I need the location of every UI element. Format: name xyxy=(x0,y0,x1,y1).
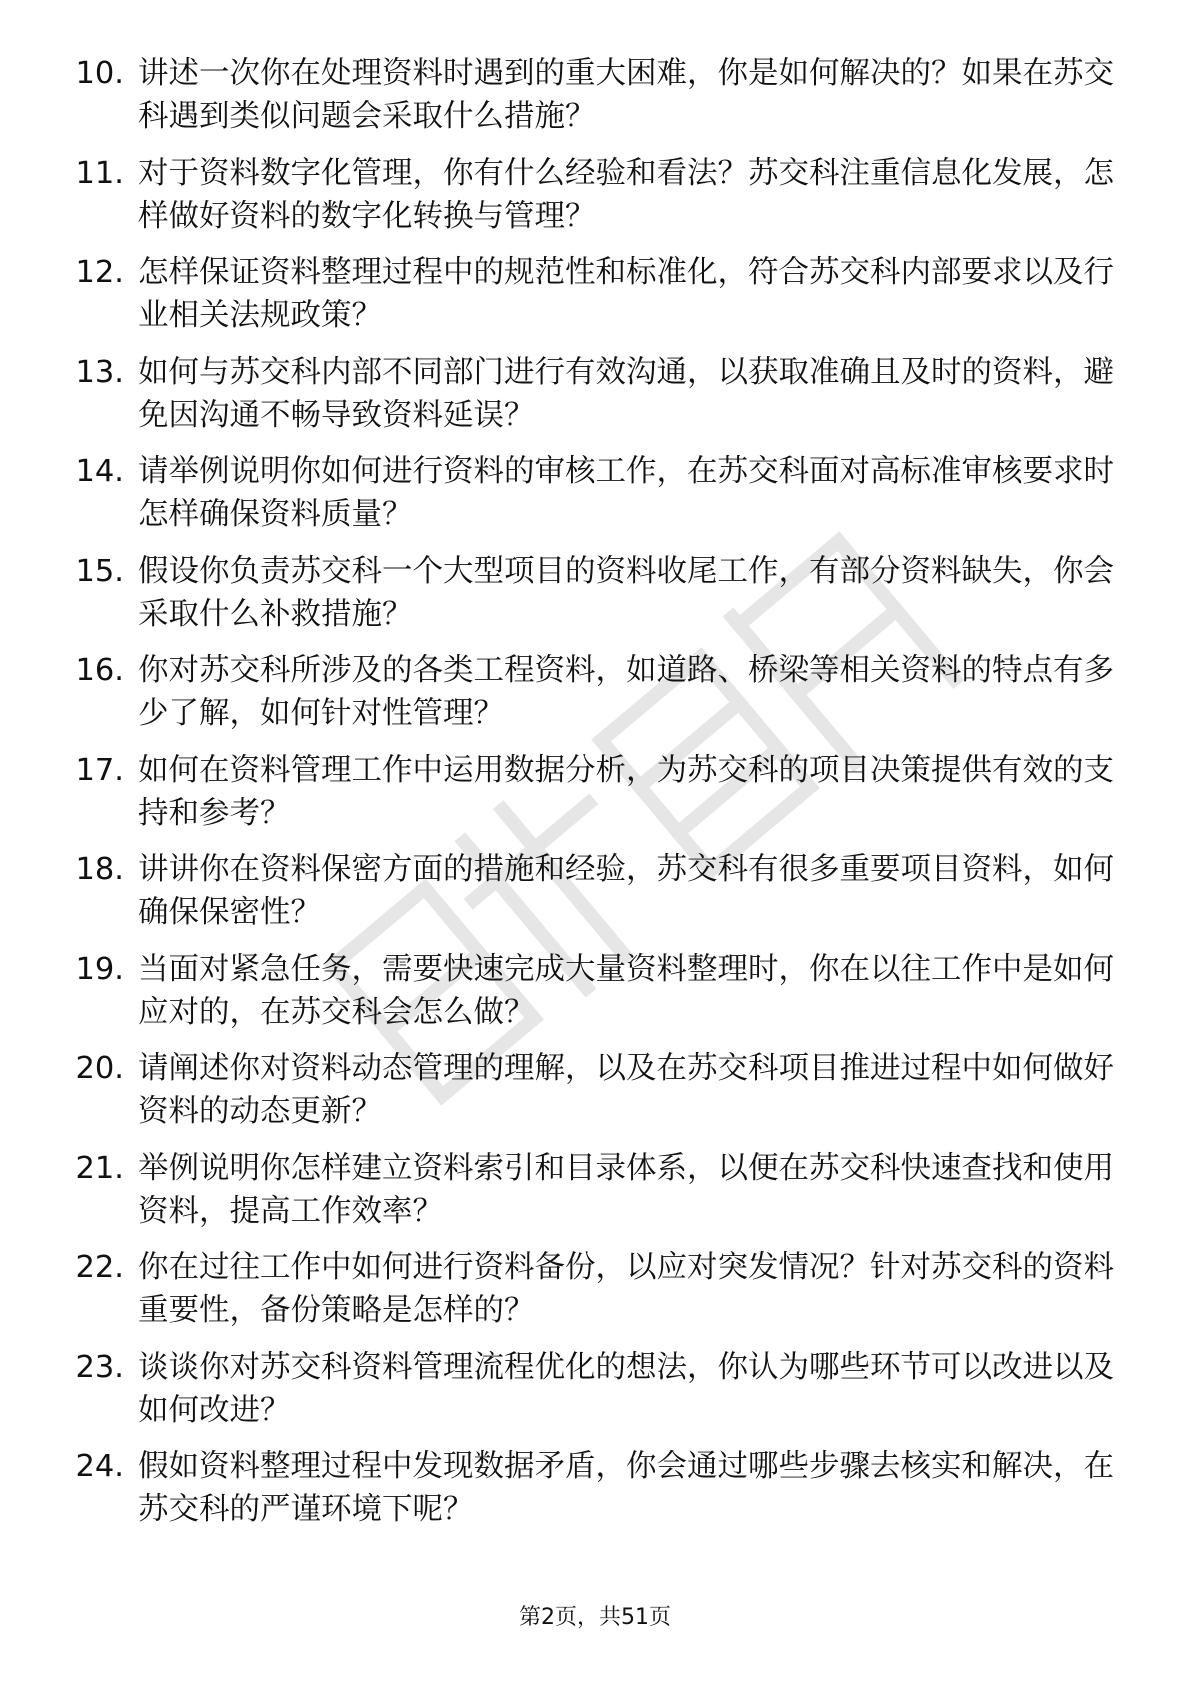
question-text: 假如资料整理过程中发现数据矛盾，你会通过哪些步骤去核实和解决，在苏交科的严谨环境下呢？ xyxy=(138,1449,1114,1527)
question-number: 17. xyxy=(75,752,124,788)
question-number: 18. xyxy=(75,852,124,887)
list-item xyxy=(54,351,1114,437)
list-item xyxy=(54,450,1114,536)
question-number: 16. xyxy=(75,653,124,688)
question-text: 讲讲你在资料保密方面的措施和经验，苏交科有很多重要项目资料，如何确保保密性？ xyxy=(138,852,1114,930)
question-number: 10. xyxy=(75,56,124,91)
list-item xyxy=(54,1346,1114,1432)
question-text: 请阐述你对资料动态管理的理解，以及在苏交科项目推进过程中如何做好资料的动态更新？ xyxy=(138,1051,1114,1129)
list-item xyxy=(54,1246,1114,1332)
question-text: 假设你负责苏交科一个大型项目的资料收尾工作，有部分资料缺失，你会采取什么补救措施？ xyxy=(138,553,1114,632)
list-item xyxy=(54,848,1114,934)
list-item xyxy=(54,152,1114,238)
question-number: 22. xyxy=(75,1250,124,1285)
question-number: 11. xyxy=(75,155,124,191)
question-text: 如何在资料管理工作中运用数据分析，为苏交科的项目决策提供有效的支持和参考？ xyxy=(138,752,1114,831)
question-list xyxy=(54,52,1114,1545)
question-number: 12. xyxy=(75,255,124,290)
question-number: 15. xyxy=(75,553,124,589)
list-item xyxy=(54,1147,1114,1233)
question-text: 当面对紧急任务，需要快速完成大量资料整理时，你在以往工作中是如何应对的，在苏交科会怎么做？ xyxy=(138,951,1114,1030)
list-item xyxy=(54,1047,1114,1133)
question-number: 20. xyxy=(75,1051,124,1086)
question-text: 你在过往工作中如何进行资料备份，以应对突发情况？针对苏交科的资料重要性，备份策略是怎样的？ xyxy=(138,1250,1114,1328)
question-text: 对于资料数字化管理，你有什么经验和看法？苏交科注重信息化发展，怎样做好资料的数字化转换与管理？ xyxy=(138,155,1114,234)
list-item xyxy=(54,948,1114,1034)
question-number: 24. xyxy=(75,1449,124,1484)
question-text: 如何与苏交科内部不同部门进行有效沟通，以获取准确且及时的资料，避免因沟通不畅导致资料延误？ xyxy=(138,354,1114,433)
question-text: 怎样保证资料整理过程中的规范性和标准化，符合苏交科内部要求以及行业相关法规政策？ xyxy=(138,255,1114,333)
question-text: 举例说明你怎样建立资料索引和目录体系，以便在苏交科快速查找和使用资料，提高工作效率？ xyxy=(138,1150,1114,1229)
list-item xyxy=(54,1445,1114,1531)
list-item xyxy=(54,251,1114,337)
question-number: 21. xyxy=(75,1150,124,1186)
question-number: 19. xyxy=(75,951,124,987)
question-text: 请举例说明你如何进行资料的审核工作，在苏交科面对高标准审核要求时怎样确保资料质量？ xyxy=(138,454,1114,532)
question-number: 14. xyxy=(75,454,124,489)
question-text: 你对苏交科所涉及的各类工程资料，如道路、桥梁等相关资料的特点有多少了解，如何针对性管理？ xyxy=(138,653,1114,731)
question-text: 谈谈你对苏交科资料管理流程优化的想法，你认为哪些环节可以改进以及如何改进？ xyxy=(138,1349,1114,1428)
list-item xyxy=(54,649,1114,735)
page-number: 第2页，共51页 xyxy=(519,1605,671,1630)
list-item xyxy=(54,550,1114,636)
list-item xyxy=(54,52,1114,138)
question-number: 13. xyxy=(75,354,124,390)
question-text: 讲述一次你在处理资料时遇到的重大困难，你是如何解决的？如果在苏交科遇到类似问题会采取什么措施？ xyxy=(138,56,1114,134)
question-number: 23. xyxy=(75,1349,124,1385)
page-footer xyxy=(0,1604,1190,1632)
list-item xyxy=(54,749,1114,835)
